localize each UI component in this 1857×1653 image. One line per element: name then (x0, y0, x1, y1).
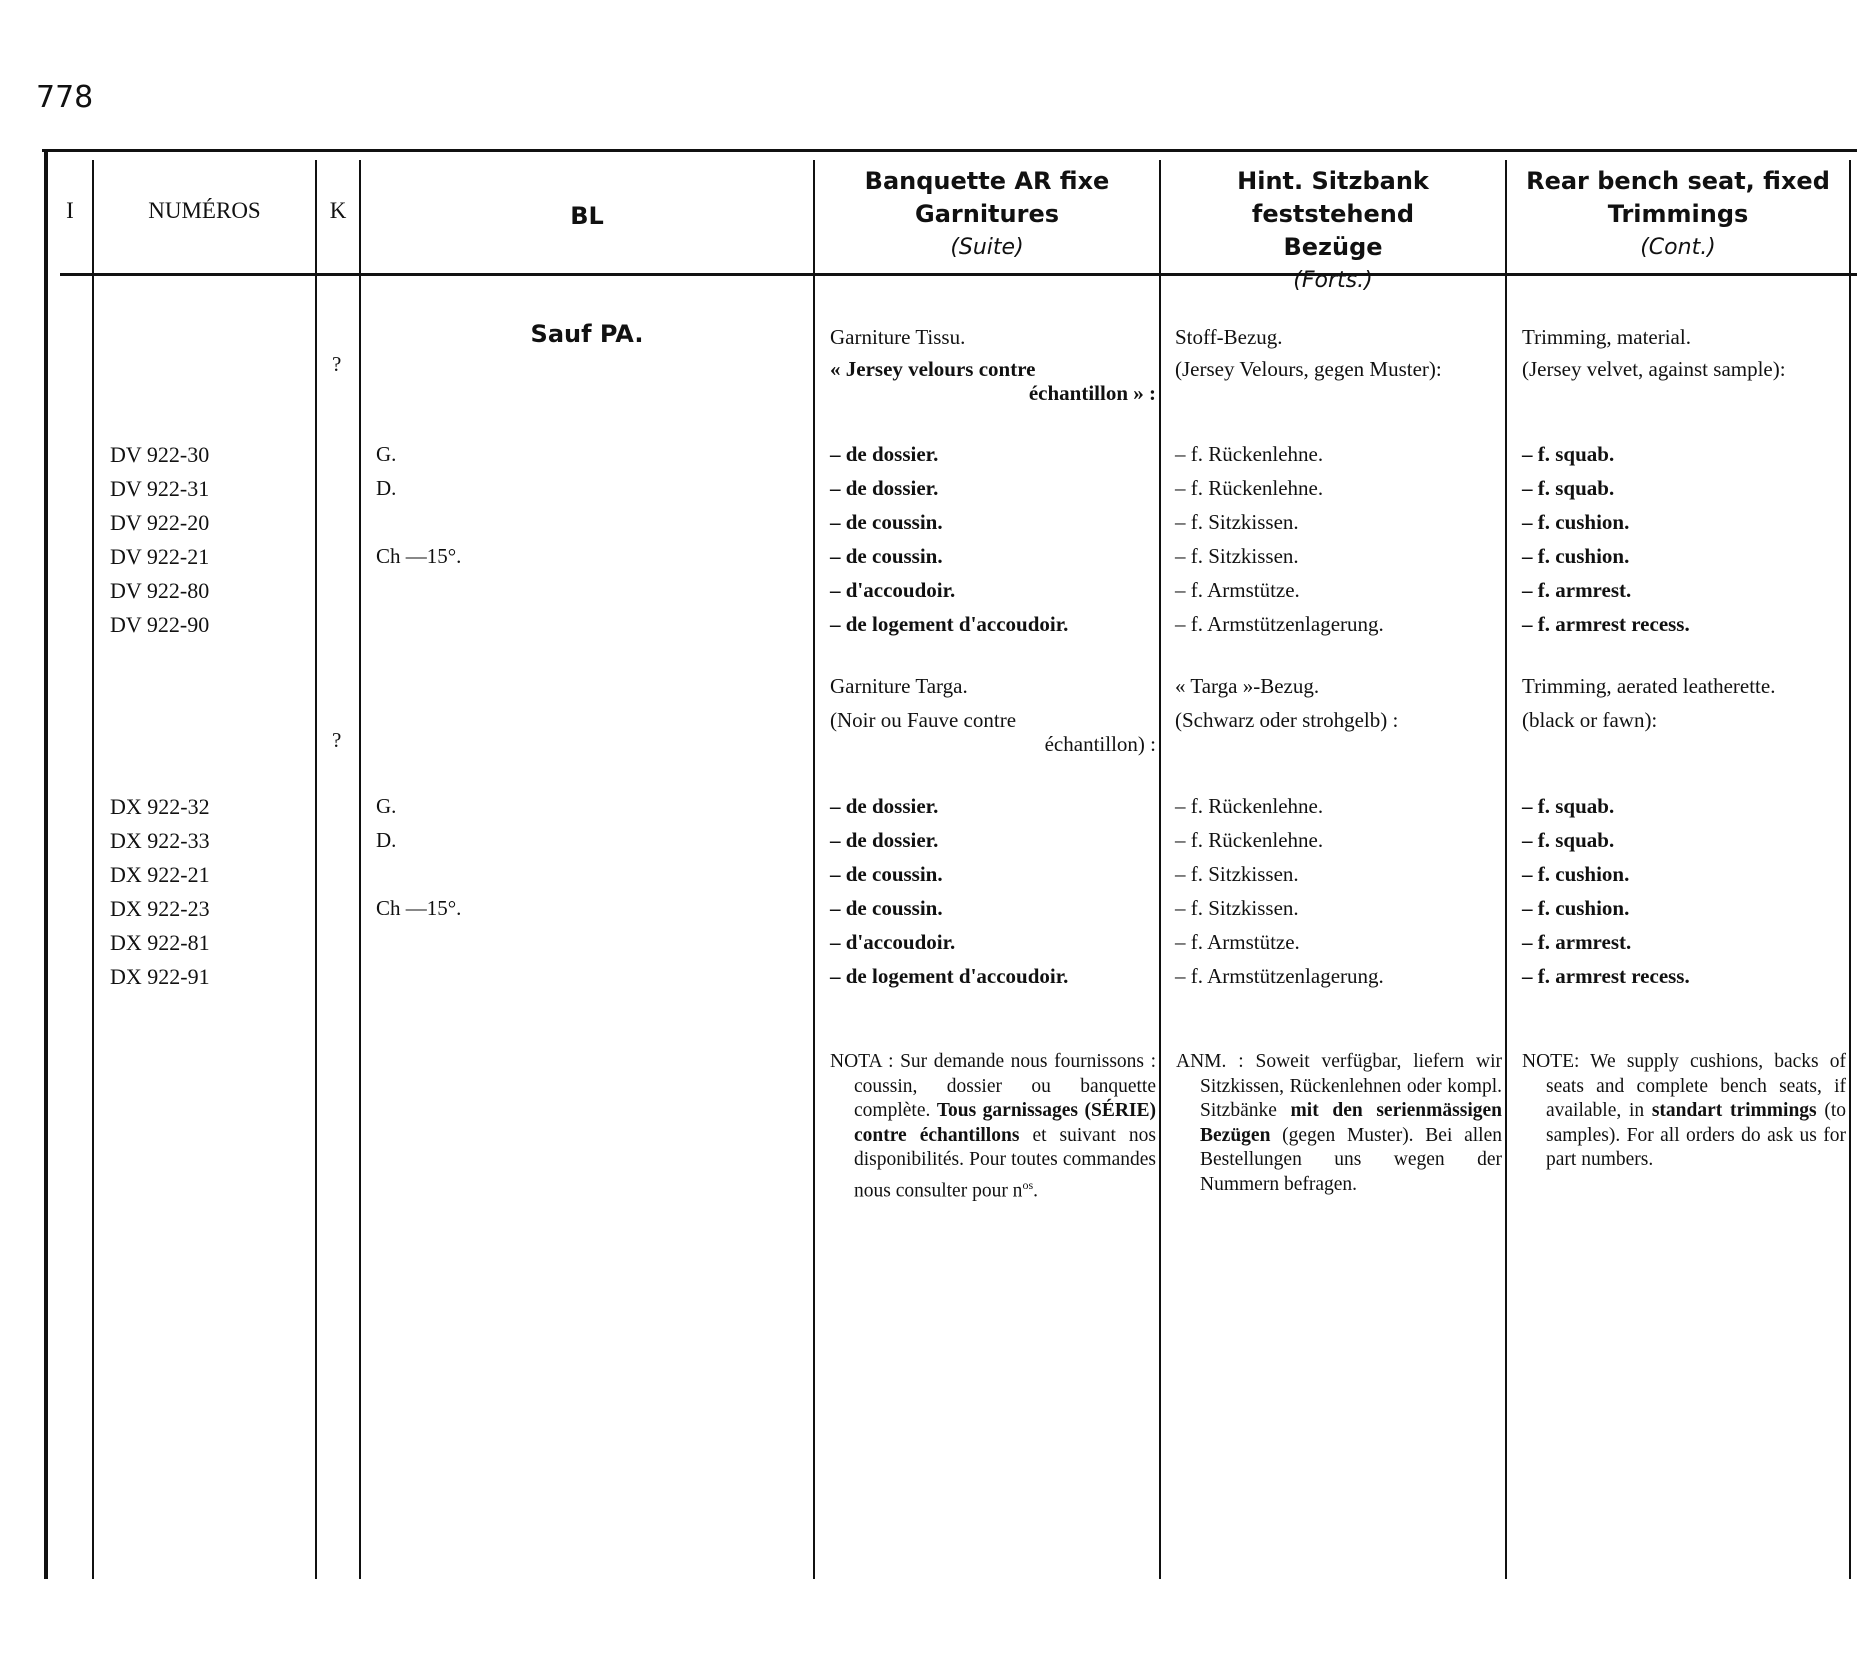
de-description: – f. Rückenlehne. (1175, 794, 1324, 818)
de-description: – f. Armstützenlagerung. (1175, 964, 1384, 988)
en-description: – f. armrest recess. (1522, 964, 1690, 988)
note-fr-tail: et suivant nos disponibilités. Pour toutes commandes nous consulter pour n (854, 1124, 1156, 1201)
en-section-sample: (Jersey velvet, against sample): (1522, 357, 1786, 381)
header-col-numeros: NUMÉROS (148, 198, 261, 223)
header-fr-subtitle: Garnitures (915, 200, 1059, 228)
note-en-tail: (to samples). For all orders do ask us for part numbers. (1546, 1100, 1847, 1170)
de-description: – f. Sitzkissen. (1175, 544, 1299, 568)
note-de (1176, 1050, 1502, 1197)
fr-description: – de coussin. (830, 510, 943, 534)
column-divider (1505, 160, 1507, 1579)
table-left-border (44, 149, 48, 1579)
column-divider (1849, 160, 1851, 1579)
de-section-title: « Targa »-Bezug. (1175, 674, 1320, 698)
fr-description: – de coussin. (830, 544, 943, 568)
fr-description: – d'accoudoir. (830, 578, 956, 602)
note-fr-bold: Tous garnissages (SÉRIE) contre échantillons (854, 1100, 1156, 1146)
fr-section-sample-cont: échantillon) : (1044, 732, 1156, 756)
part-number: DX 922-23 (110, 896, 210, 921)
de-description: – f. Rückenlehne. (1175, 828, 1324, 852)
en-description: – f. squab. (1522, 794, 1615, 818)
part-number: DX 922-33 (110, 828, 210, 853)
column-divider (315, 160, 317, 1579)
en-description: – f. squab. (1522, 828, 1615, 852)
bl-value: Ch —15°. (376, 896, 462, 920)
column-divider (1159, 160, 1161, 1579)
header-col-fr (815, 165, 1159, 264)
en-section-sample: (black or fawn): (1522, 708, 1658, 732)
fr-description: – de logement d'accoudoir. (830, 612, 1069, 636)
column-divider (92, 160, 94, 1579)
header-en-title: Rear bench seat, fixed (1526, 167, 1830, 195)
header-col-bl: BL (570, 202, 604, 230)
en-description: – f. armrest. (1522, 930, 1632, 954)
en-description: – f. squab. (1522, 442, 1615, 466)
de-description: – f. Sitzkissen. (1175, 510, 1299, 534)
de-section-sample: (Schwarz oder strohgelb) : (1175, 708, 1399, 732)
fr-description: – d'accoudoir. (830, 930, 956, 954)
de-description: – f. Sitzkissen. (1175, 896, 1299, 920)
column-divider (813, 160, 815, 1579)
note-fr-sup: os (1022, 1177, 1034, 1192)
note-de-lead: ANM. : Soweit verfügbar, liefern wir Sitzkissen, Rückenlehnen oder kompl. Sitzbänke (1176, 1051, 1502, 1121)
part-number: DV 922-31 (110, 476, 210, 501)
fr-description: – de coussin. (830, 896, 943, 920)
header-de-note: (Forts.) (1293, 268, 1373, 293)
de-section-title: Stoff-Bezug. (1175, 325, 1283, 349)
fr-description: – de dossier. (830, 794, 939, 818)
fr-description: – de coussin. (830, 862, 943, 886)
de-description: – f. Armstützenlagerung. (1175, 612, 1384, 636)
note-fr (830, 1050, 1156, 1204)
part-number: DX 922-21 (110, 862, 210, 887)
header-col-en (1507, 165, 1849, 264)
fr-description: – de logement d'accoudoir. (830, 964, 1069, 988)
note-fr-end: . (1033, 1180, 1038, 1201)
header-fr-note: (Suite) (950, 235, 1024, 260)
de-description: – f. Armstütze. (1175, 578, 1300, 602)
note-en (1522, 1050, 1847, 1173)
part-number: DX 922-81 (110, 930, 210, 955)
note-fr-lead: NOTA : Sur demande nous fournissons : coussin, dossier ou banquette complète. (830, 1051, 1156, 1121)
fr-description: – de dossier. (830, 442, 939, 466)
en-description: – f. cushion. (1522, 510, 1630, 534)
table-top-rule (42, 149, 1857, 152)
header-en-note: (Cont.) (1640, 235, 1716, 260)
page-number: 778 (36, 80, 94, 115)
bl-value: Ch —15°. (376, 544, 462, 568)
k-query-mark: ? (332, 352, 342, 376)
fr-section-title: Garniture Targa. (830, 674, 968, 698)
header-col-de (1161, 165, 1505, 297)
fr-description: – de dossier. (830, 828, 939, 852)
part-number: DV 922-21 (110, 544, 210, 569)
bl-value: D. (376, 476, 397, 500)
en-description: – f. cushion. (1522, 896, 1630, 920)
fr-description: – de dossier. (830, 476, 939, 500)
header-col-i: I (66, 198, 74, 223)
de-description: – f. Armstütze. (1175, 930, 1300, 954)
note-en-bold: standart trimmings (1651, 1100, 1817, 1121)
header-de-subtitle: Bezüge (1283, 233, 1383, 261)
header-col-k: K (329, 198, 347, 223)
part-number: DV 922-30 (110, 442, 210, 467)
de-section-sample: (Jersey Velours, gegen Muster): (1175, 357, 1442, 381)
bl-value: G. (376, 442, 397, 466)
part-number: DX 922-32 (110, 794, 210, 819)
de-description: – f. Rückenlehne. (1175, 476, 1324, 500)
de-description: – f. Sitzkissen. (1175, 862, 1299, 886)
fr-section-sample-cont: échantillon » : (1028, 381, 1156, 405)
bl-value: D. (376, 828, 397, 852)
en-description: – f. cushion. (1522, 862, 1630, 886)
column-divider (359, 160, 361, 1579)
note-de-tail: (gegen Muster). Bei allen Bestellungen uns wegen der Nummern befragen. (1200, 1124, 1502, 1195)
en-description: – f. cushion. (1522, 544, 1630, 568)
note-en-lead: NOTE: We supply cushions, backs of seats and complete bench seats, if available, in (1522, 1051, 1846, 1121)
note-de-bold: mit den serienmässigen Bezügen (1200, 1100, 1502, 1146)
fr-section-title: Garniture Tissu. (830, 325, 966, 349)
header-fr-title: Banquette AR fixe (864, 167, 1110, 195)
en-section-title: Trimming, aerated leatherette. (1522, 674, 1776, 698)
part-number: DV 922-20 (110, 510, 210, 535)
header-en-subtitle: Trimmings (1607, 200, 1749, 228)
de-description: – f. Rückenlehne. (1175, 442, 1324, 466)
bl-exception-label: Sauf PA. (530, 320, 644, 348)
header-de-title: Hint. Sitzbank feststehend (1237, 167, 1429, 228)
part-number: DX 922-91 (110, 964, 210, 989)
en-description: – f. armrest. (1522, 578, 1632, 602)
en-description: – f. armrest recess. (1522, 612, 1690, 636)
bl-value: G. (376, 794, 397, 818)
part-number: DV 922-80 (110, 578, 210, 603)
fr-section-sample: (Noir ou Fauve contre (830, 708, 1017, 732)
en-section-title: Trimming, material. (1522, 325, 1691, 349)
header-bottom-rule (60, 273, 1857, 276)
k-query-mark: ? (332, 728, 342, 752)
fr-section-sample: « Jersey velours contre (830, 357, 1036, 381)
part-number: DV 922-90 (110, 612, 210, 637)
en-description: – f. squab. (1522, 476, 1615, 500)
